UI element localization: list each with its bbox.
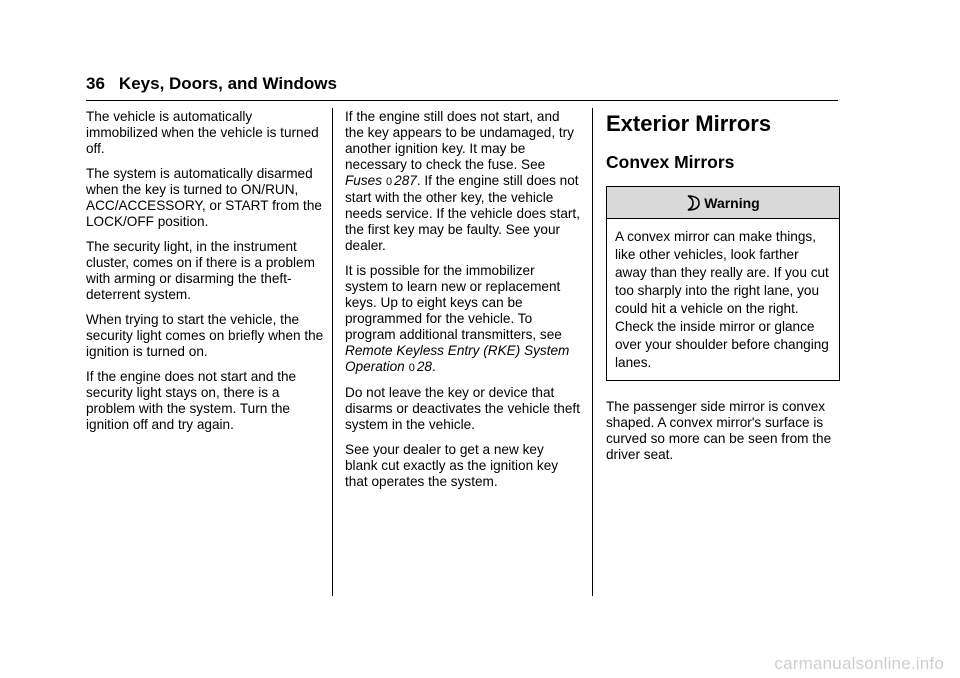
warning-header (607, 187, 839, 219)
paragraph-text: It is possible for the immobilizer system to learn new or replacement keys. Up to eight keys can be programmed for the vehicle. To program additional transmitters, see (345, 263, 562, 342)
subsection-heading: Convex Mirrors (606, 152, 735, 172)
column-divider-left (332, 108, 333, 596)
paragraph (345, 263, 580, 376)
section-heading: Exterior Mirrors (606, 111, 772, 136)
fuses-link[interactable]: Fuses (345, 173, 383, 188)
page-ref[interactable]: 287 (394, 173, 417, 188)
page-ref[interactable]: 28 (416, 359, 432, 374)
column-3 (606, 109, 840, 472)
warning-body: A convex mirror can make things, like other vehicles, look farther away than they really are. If you cut too sharply into the right lane, you could hit a vehicle on the right. Check the inside mirror or glance over your shoulder before changing lanes. (615, 229, 829, 370)
paragraph: The passenger side mirror is convex shaped. A convex mirror's surface is curved so more can be seen from the driver seat. (606, 399, 832, 462)
paragraph: Do not leave the key or device that disarms or deactivates the vehicle theft system in the vehicle. (345, 385, 580, 432)
rke-link[interactable]: Remote Keyless Entry (RKE) System Operation (345, 343, 570, 374)
paragraph: When trying to start the vehicle, the security light comes on briefly when the ignition is turned on. (86, 312, 324, 359)
paragraph: The vehicle is automatically immobilized when the vehicle is turned off. (86, 109, 319, 156)
page-ref-arrow-icon: 0 (386, 176, 393, 188)
paragraph (345, 109, 580, 254)
section-title: Keys, Doors, and Windows (118, 74, 337, 93)
watermark: carmanualsonline.info (774, 654, 944, 673)
column-divider-right (592, 108, 593, 596)
paragraph: See your dealer to get a new key blank cut exactly as the ignition key that operates the system. (345, 442, 559, 489)
paragraph: The security light, in the instrument cluster, comes on if there is a problem with arming or disarming the theft-deterrent system. (86, 239, 315, 302)
warning-box (606, 186, 840, 381)
paragraph-text: . (431, 359, 436, 374)
warning-icon (686, 195, 700, 211)
paragraph: If the engine does not start and the security light stays on, there is a problem with the system. Turn the ignition off and try again. (86, 369, 297, 432)
column-1 (86, 109, 324, 442)
warning-title: Warning (704, 194, 760, 211)
page-number: 36 (86, 74, 105, 93)
paragraph-text: If the engine still does not start, and the key appears to be undamaged, try another ignition key. It may be necessary to check the fuse. See (345, 109, 574, 172)
paragraph: The system is automatically disarmed when the key is turned to ON/RUN, ACC/ACCESSORY, or START from the LOCK/OFF position. (86, 166, 322, 229)
page-ref-arrow-icon: 0 (408, 362, 415, 374)
paragraph-text: . If the engine still does not start with the other key, the vehicle needs service. If the vehicle does start, the first key may be faulty. See your dealer. (345, 173, 580, 253)
column-2 (345, 109, 580, 499)
page-header (86, 74, 838, 101)
